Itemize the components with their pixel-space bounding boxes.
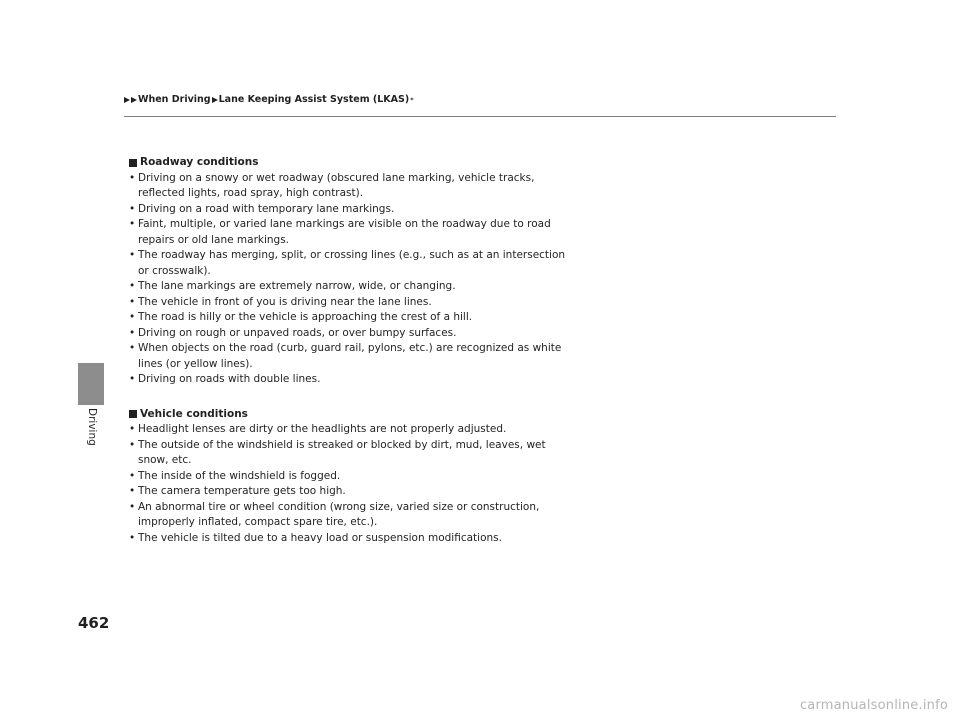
- bullet-dot-icon: •: [129, 373, 136, 385]
- bullet-dot-icon: •: [129, 531, 136, 544]
- bullet-dot-icon: •: [129, 249, 136, 261]
- bullet-item: [129, 279, 589, 295]
- bullet-dot-icon: [129, 186, 138, 202]
- bullet-dot-icon: [129, 233, 138, 249]
- main-content: [129, 155, 589, 546]
- square-bullet-icon: [129, 410, 137, 418]
- bullet-dot-icon: •: [129, 171, 136, 184]
- page-number: 462: [78, 614, 110, 632]
- bullet-text: The vehicle is tilted due to a heavy load or suspension modifications.: [138, 531, 502, 544]
- bullet-item: [129, 500, 589, 516]
- bullet-text: or crosswalk).: [138, 264, 211, 277]
- section-heading-text: Roadway conditions: [140, 156, 259, 168]
- bullet-text: The vehicle in front of you is driving near the lane lines.: [138, 295, 432, 308]
- bullet-dot-icon: •: [129, 423, 136, 435]
- bullet-item: [129, 438, 589, 454]
- bullet-item-continuation: [129, 264, 589, 280]
- bullet-dot-icon: •: [129, 295, 136, 308]
- bullet-text: The road is hilly or the vehicle is approaching the crest of a hill.: [138, 311, 473, 323]
- bullet-item: [129, 295, 589, 311]
- bullet-dot-icon: [129, 453, 138, 469]
- bullet-text: Driving on rough or unpaved roads, or over bumpy surfaces.: [138, 326, 457, 339]
- bullet-dot-icon: [129, 264, 138, 280]
- breadcrumb-arrow-icon: [212, 97, 218, 103]
- breadcrumb-arrow-icon: [124, 97, 130, 103]
- breadcrumb-item-when-driving[interactable]: When Driving: [138, 94, 211, 105]
- section-heading: [129, 155, 589, 171]
- bullet-item-continuation: [129, 357, 589, 373]
- bullet-item: [129, 202, 589, 218]
- section-heading: [129, 407, 589, 423]
- bullet-item: [129, 341, 589, 357]
- bullet-dot-icon: [129, 515, 138, 531]
- bullet-dot-icon: •: [129, 469, 136, 482]
- breadcrumb-arrow-icon: [131, 97, 137, 103]
- bullet-text: improperly inflated, compact spare tire, etc.).: [138, 516, 378, 528]
- bullet-item-continuation: [129, 515, 589, 531]
- bullet-item: [129, 326, 589, 342]
- section-spacer: [129, 388, 589, 407]
- bullet-dot-icon: •: [129, 438, 136, 451]
- section-side-tab: [78, 363, 104, 405]
- bullet-item: [129, 217, 589, 233]
- section-heading-text: Vehicle conditions: [140, 407, 248, 420]
- square-bullet-icon: [129, 159, 137, 167]
- asterisk-note: *: [410, 95, 414, 104]
- header-divider: [124, 116, 836, 117]
- bullet-text: The lane markings are extremely narrow, wide, or changing.: [138, 280, 456, 292]
- bullet-text: An abnormal tire or wheel condition (wrong size, varied size or construction,: [138, 500, 540, 513]
- bullet-text: Driving on a road with temporary lane markings.: [138, 202, 395, 215]
- bullet-item: [129, 310, 589, 326]
- bullet-text: reflected lights, road spray, high contrast).: [138, 187, 364, 199]
- bullet-item-continuation: [129, 233, 589, 249]
- bullet-text: Driving on roads with double lines.: [138, 373, 321, 385]
- breadcrumb: [124, 94, 414, 105]
- side-tab-label: Driving: [86, 408, 98, 446]
- bullet-dot-icon: •: [129, 485, 136, 497]
- bullet-item-continuation: [129, 453, 589, 469]
- bullet-dot-icon: •: [129, 326, 136, 339]
- bullet-dot-icon: •: [129, 311, 136, 323]
- bullet-dot-icon: •: [129, 500, 136, 513]
- watermark-text: carmanualsonline.info: [799, 698, 948, 713]
- bullet-text: Driving on a snowy or wet roadway (obscured lane marking, vehicle tracks,: [138, 171, 535, 184]
- bullet-text: snow, etc.: [138, 454, 192, 466]
- bullet-item: [129, 469, 589, 485]
- bullet-text: repairs or old lane markings.: [138, 233, 290, 246]
- bullet-dot-icon: •: [129, 218, 136, 230]
- bullet-dot-icon: [129, 357, 138, 373]
- bullet-text: The inside of the windshield is fogged.: [138, 469, 341, 482]
- bullet-text: The roadway has merging, split, or crossing lines (e.g., such as at an intersection: [138, 249, 566, 261]
- bullet-text: Headlight lenses are dirty or the headlights are not properly adjusted.: [138, 423, 507, 435]
- bullet-item: [129, 531, 589, 547]
- bullet-item: [129, 422, 589, 438]
- bullet-item: [129, 248, 589, 264]
- bullet-dot-icon: •: [129, 342, 136, 354]
- bullet-dot-icon: •: [129, 202, 136, 215]
- bullet-text: The outside of the windshield is streaked or blocked by dirt, mud, leaves, wet: [138, 438, 546, 451]
- bullet-text: The camera temperature gets too high.: [138, 485, 346, 497]
- bullet-text: When objects on the road (curb, guard rail, pylons, etc.) are recognized as white: [138, 342, 562, 354]
- bullet-item: [129, 171, 589, 187]
- bullet-item: [129, 484, 589, 500]
- bullet-item: [129, 372, 589, 388]
- bullet-text: Faint, multiple, or varied lane markings are visible on the roadway due to road: [138, 218, 551, 230]
- bullet-item-continuation: [129, 186, 589, 202]
- bullet-text: lines (or yellow lines).: [138, 357, 253, 370]
- breadcrumb-item-lkas[interactable]: Lane Keeping Assist System (LKAS): [218, 94, 410, 105]
- bullet-dot-icon: •: [129, 280, 136, 292]
